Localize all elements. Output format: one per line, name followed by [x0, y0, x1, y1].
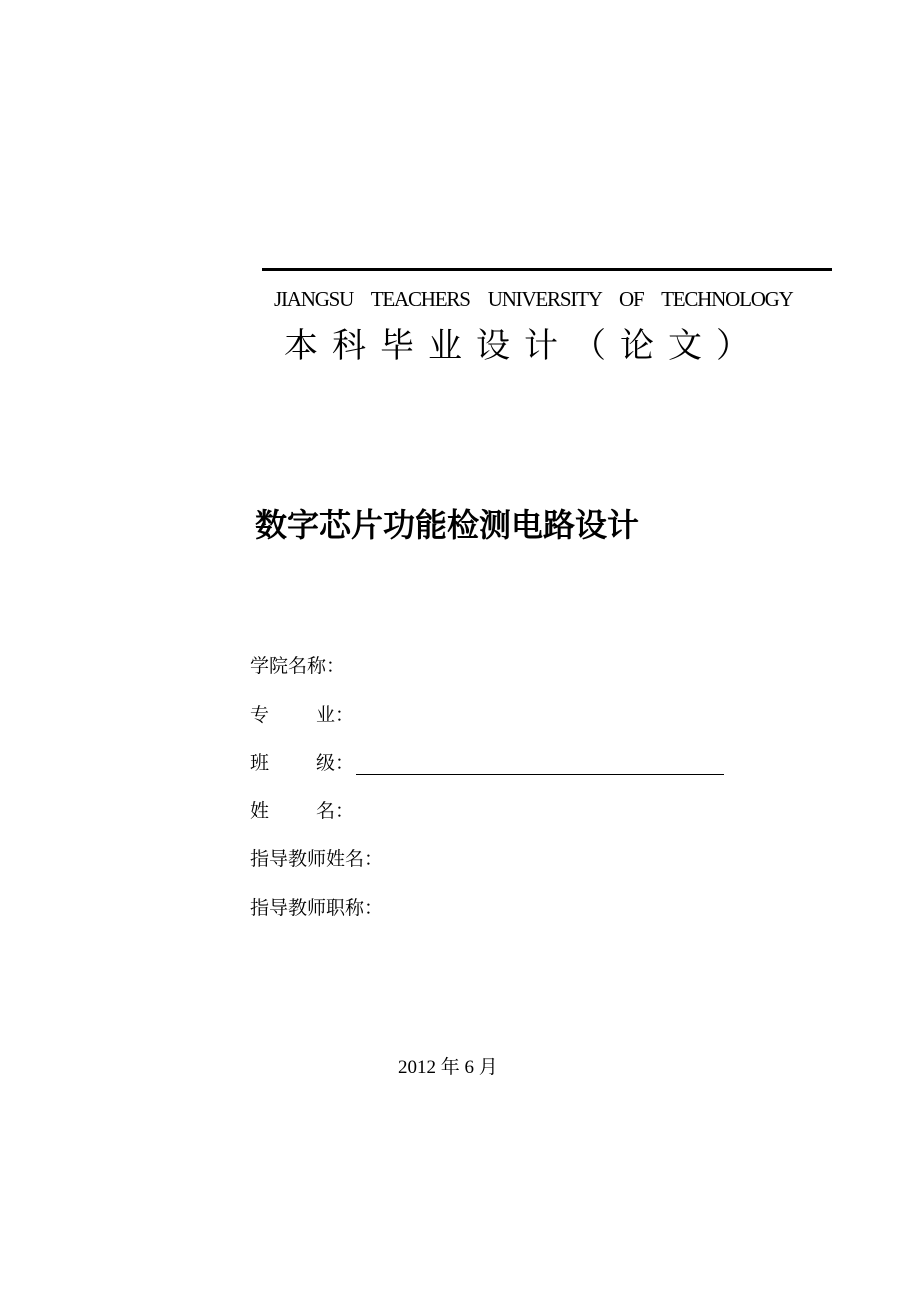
college-label: 学院名称： — [250, 656, 346, 677]
date-line: 2012 年 6 月 — [398, 1057, 498, 1078]
advisor-name-field — [250, 843, 383, 871]
college-field — [250, 650, 345, 678]
major-label-part-1: 专 — [250, 705, 270, 726]
major-label-part-2: 业： — [315, 705, 354, 726]
class-value-underline — [356, 754, 724, 775]
major-field — [250, 699, 354, 727]
thesis-title: 数字芯片功能检测电路设计 — [255, 507, 640, 543]
name-label-part-1: 姓 — [250, 801, 270, 822]
document-type-heading: 本科毕业设计（论文） — [284, 328, 764, 365]
name-label-part-2: 名： — [315, 801, 354, 822]
class-field — [250, 747, 724, 775]
class-label-part-1: 班 — [250, 753, 270, 774]
class-label — [250, 748, 354, 775]
advisor-title-field — [250, 892, 383, 920]
class-label-part-2: 级： — [315, 753, 354, 774]
advisor-name-label: 指导教师姓名： — [250, 849, 384, 870]
name-field — [250, 795, 354, 823]
top-rule — [262, 268, 832, 271]
advisor-title-label: 指导教师职称： — [250, 898, 384, 919]
name-label — [250, 796, 354, 823]
major-label — [250, 700, 354, 727]
university-name-en: JIANGSU TEACHERS UNIVERSITY OF TECHNOLOGY — [274, 287, 793, 311]
